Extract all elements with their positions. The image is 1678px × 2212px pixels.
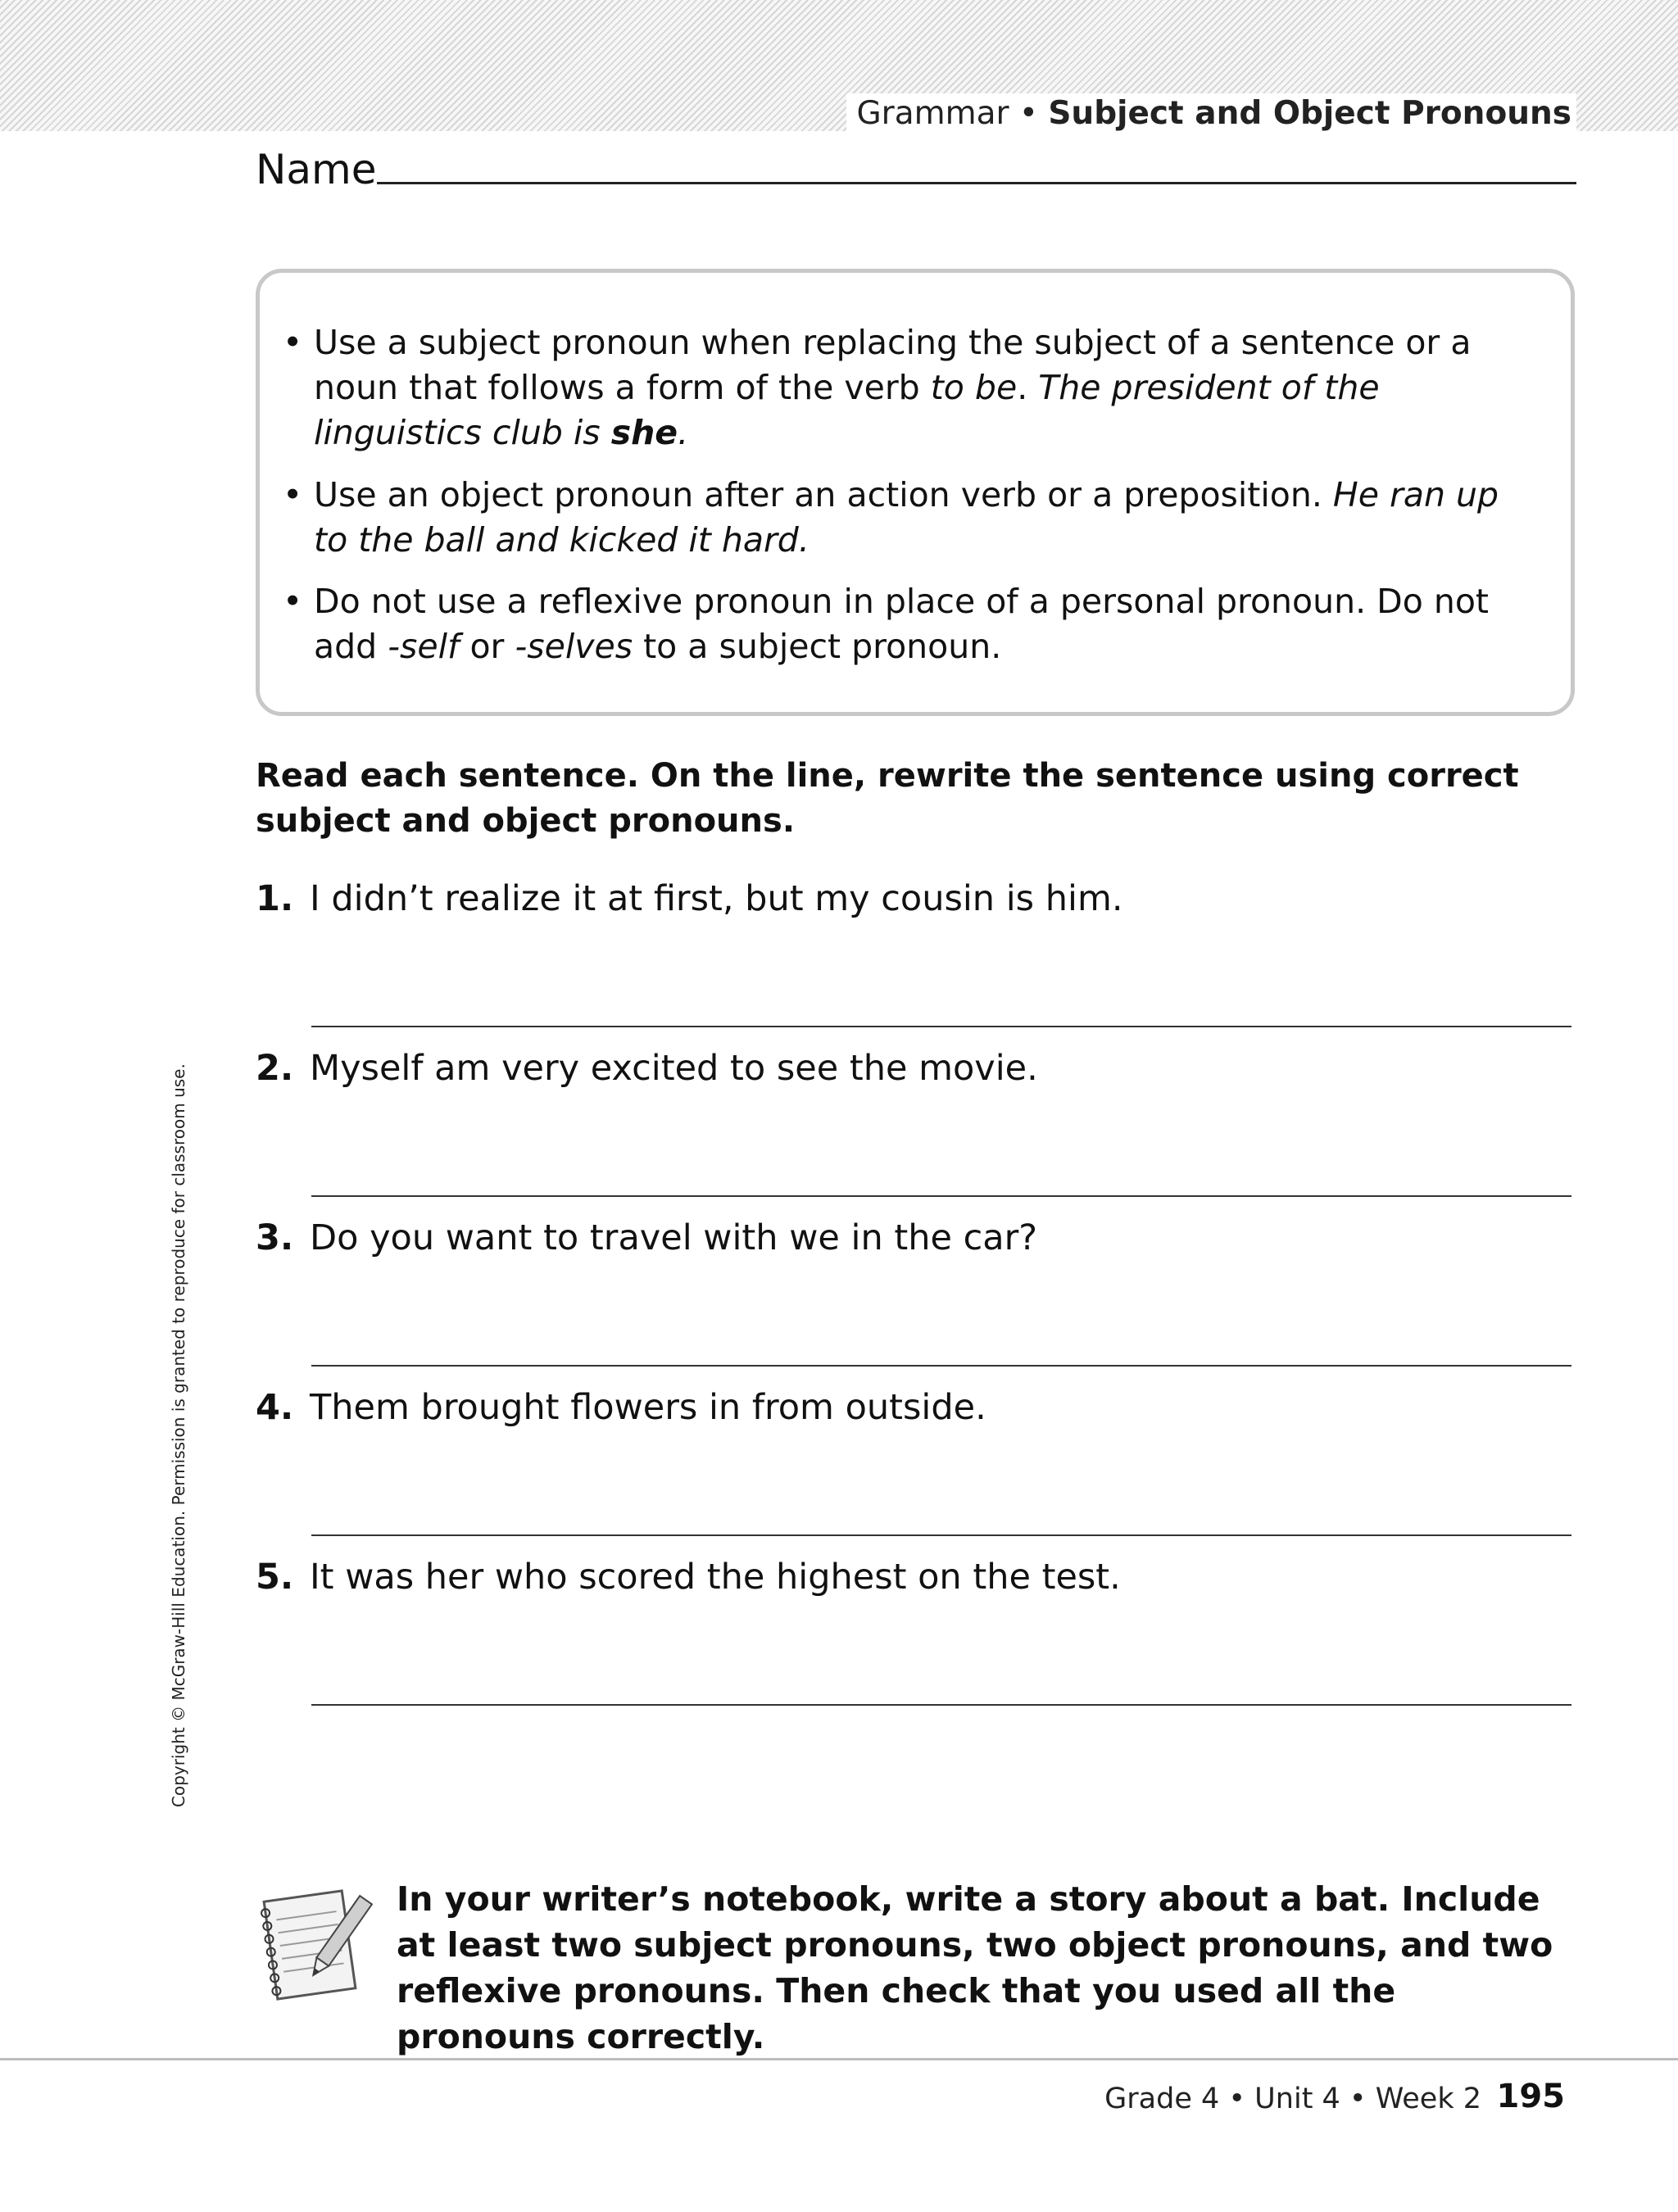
header-topic: Subject and Object Pronouns <box>1048 95 1571 132</box>
answer-line[interactable] <box>311 1534 1571 1536</box>
name-line[interactable] <box>377 182 1576 184</box>
copyright-notice: Copyright © McGraw-Hill Education. Permission is granted to reproduce for classroom use. <box>169 1063 188 1807</box>
answer-line[interactable] <box>311 1195 1571 1197</box>
notebook-pencil-icon <box>259 1884 374 2007</box>
page-header: Grammar • Subject and Object Pronouns <box>846 93 1576 135</box>
notebook-prompt: In your writer’s notebook, write a story about a bat. Include at least two subject pronouns, two object pronouns, and two reflexive pronouns. Then check that you used all the pronouns correctly. <box>397 1879 1553 2056</box>
exercise-item: 2. Myself am very excited to see the movie. <box>256 1048 1038 1089</box>
exercise-item: 1. I didn’t realize it at first, but my cousin is him. <box>256 878 1123 919</box>
footer-divider <box>0 2058 1678 2060</box>
answer-line[interactable] <box>311 1365 1571 1367</box>
answer-line[interactable] <box>311 1704 1571 1706</box>
answer-line[interactable] <box>311 1026 1571 1027</box>
rule-reflexive-pronoun: • Do not use a reflexive pronoun in place of a personal pronoun. Do not add -self or -selves to a subject pronoun. <box>283 582 1489 666</box>
exercise-item: 5. It was her who scored the highest on the test. <box>256 1557 1121 1598</box>
exercise-item: 3. Do you want to travel with we in the car? <box>256 1217 1038 1258</box>
name-label: Name <box>256 146 377 193</box>
footer-grade-unit-week: Grade 4 • Unit 4 • Week 2 <box>1104 2083 1481 2115</box>
rules-box <box>256 269 1575 716</box>
exercise-item: 4. Them brought flowers in from outside. <box>256 1387 986 1428</box>
rule-object-pronoun: • Use an object pronoun after an action verb or a preposition. He ran up to the ball and kicked it hard. <box>283 475 1499 560</box>
rule-subject-pronoun: • Use a subject pronoun when replacing the subject of a sentence or a noun that follows a form of the verb to be. The president of the linguistics club is she. <box>283 323 1472 452</box>
directions: Read each sentence. On the line, rewrite the sentence using correct subject and object pronouns. <box>256 757 1519 840</box>
page-number: 195 <box>1496 2078 1565 2115</box>
